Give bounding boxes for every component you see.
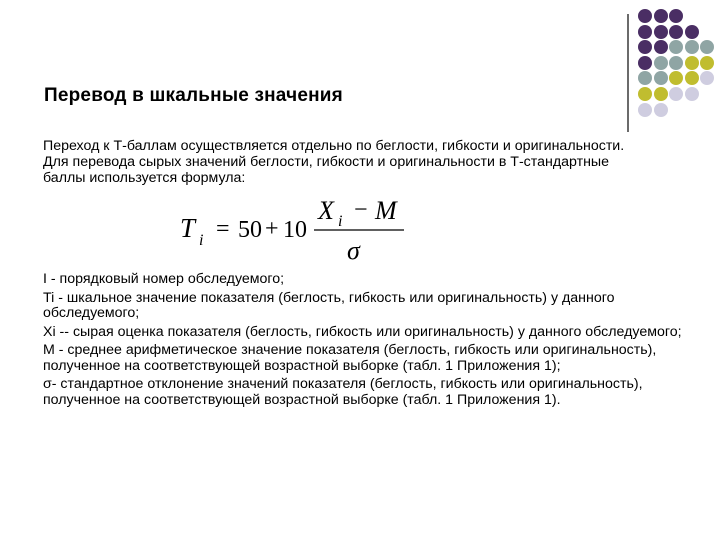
formula-numerator-subscript: i (338, 213, 343, 230)
formula-multiplier: 10 (283, 217, 307, 243)
decorative-dot (700, 56, 714, 70)
decorative-dot (669, 40, 683, 54)
decorative-dot (685, 40, 699, 54)
t-score-formula (172, 190, 422, 266)
decorative-dot (685, 71, 699, 85)
decorative-dot (638, 71, 652, 85)
slide-title: Перевод в шкальные значения (44, 85, 343, 106)
decorative-dot (638, 9, 652, 23)
definition-item: σ- стандартное отклонение значений показателя (беглость, гибкость или оригинальность), полученное на соответствующей возрастной выборке (табл. 1 Приложения 1). (43, 376, 643, 408)
definition-item: М - среднее арифметическое значение показателя (беглость, гибкость или оригинальность), полученное на соответствующей возрастной выборке (табл. 1 Приложения 1); (43, 342, 657, 374)
decorative-dot (654, 56, 668, 70)
decorative-dot (669, 87, 683, 101)
decorative-dot (638, 56, 652, 70)
decorative-dot (654, 40, 668, 54)
decorative-dot (669, 25, 683, 39)
formula-plus: + (265, 216, 279, 242)
formula-equals: = (216, 216, 230, 242)
decorative-dot (654, 9, 668, 23)
intro-paragraph: Переход к Т-баллам осуществляется отдельно по беглости, гибкости и оригинальности. Для перевода сырых значений беглости, гибкости и оригинальности в Т-стандартные баллы используется формула: (43, 138, 625, 186)
decorative-dot (700, 40, 714, 54)
decorative-dot (654, 71, 668, 85)
formula-constant: 50 (238, 217, 262, 243)
definition-item: Xi -- сырая оценка показателя (беглость, гибкость или оригинальность) у данного обследуемого; (43, 323, 682, 340)
decorative-dot (669, 9, 683, 23)
decorative-dot (638, 87, 652, 101)
decorative-dot (654, 25, 668, 39)
vertical-divider-line (627, 14, 629, 132)
decorative-dot-grid (638, 9, 720, 119)
formula-minus: − (354, 197, 368, 223)
decorative-dot (654, 103, 668, 117)
formula-lhs-subscript: i (199, 232, 204, 249)
formula-denominator: σ (347, 236, 360, 265)
formula-numerator-mean: M (375, 196, 397, 225)
definition-item: Ti - шкальное значение показателя (беглость, гибкость или оригинальность) у данного обследуемого; (43, 289, 615, 321)
formula-numerator-x: X (318, 196, 334, 225)
decorative-dot (685, 87, 699, 101)
formula-lhs: T (180, 213, 196, 243)
decorative-dot (669, 56, 683, 70)
definitions-list (43, 272, 683, 411)
decorative-dot (685, 25, 699, 39)
decorative-dot (638, 103, 652, 117)
decorative-dot (700, 71, 714, 85)
definition-item: I - порядковый номер обследуемого; (43, 271, 285, 287)
decorative-dot (638, 40, 652, 54)
decorative-dot (654, 87, 668, 101)
decorative-dot (638, 25, 652, 39)
decorative-dot (685, 56, 699, 70)
decorative-dot (669, 71, 683, 85)
